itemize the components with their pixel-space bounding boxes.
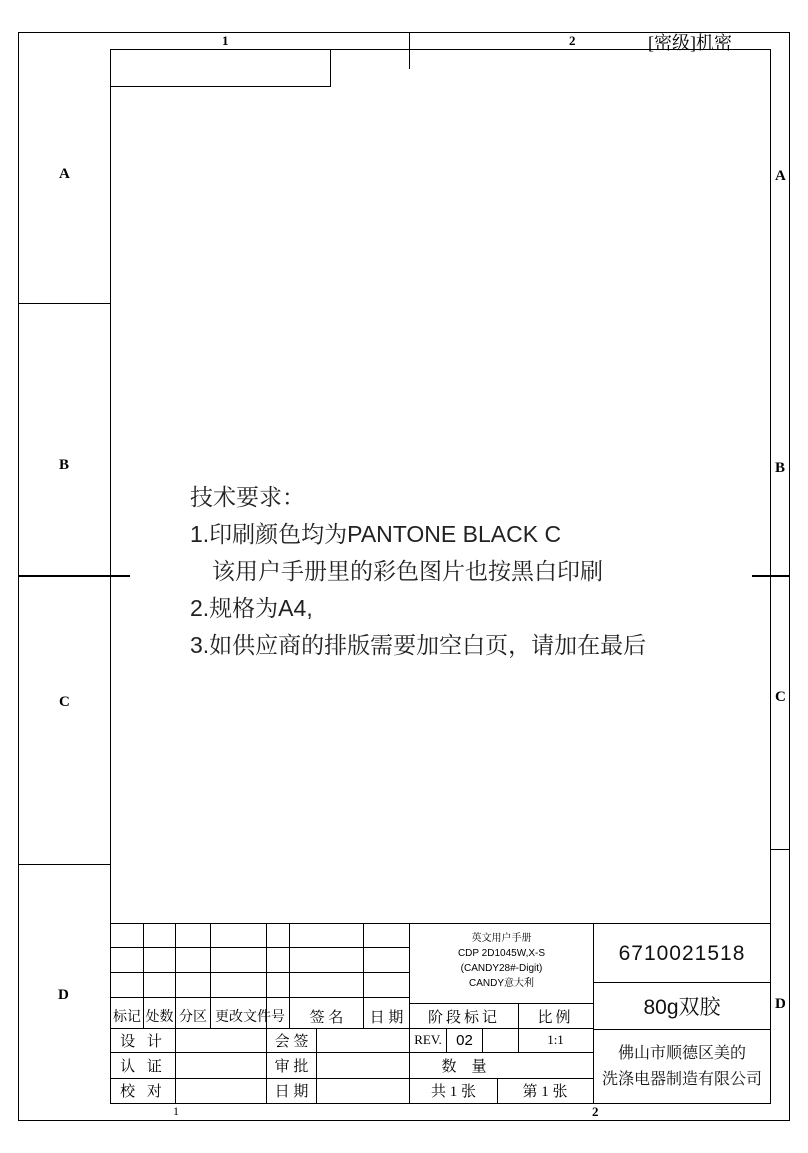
inner-frame-bottom <box>110 1103 771 1104</box>
field-countersign: 会 签 <box>274 1033 309 1050</box>
center-mark-right <box>752 575 790 577</box>
scale-value: 1:1 <box>547 1032 564 1047</box>
role-certify: 认 证 <box>120 1058 166 1075</box>
column-marker-bottom-2: 2 <box>592 1104 599 1119</box>
product-info-line-1: 英文用户手册 <box>471 933 532 944</box>
column-marker-top-1: 1 <box>222 33 229 48</box>
row-marker-right-b: B <box>775 460 786 476</box>
center-mark-left <box>18 575 130 577</box>
row-marker-right-c: C <box>775 689 786 705</box>
product-info-line-4: CANDY意大利 <box>468 978 534 989</box>
rev-value: 02 <box>456 1031 473 1049</box>
product-info-line-2: CDP 2D1045W,X-S <box>457 948 546 959</box>
company-name-line-2: 洗涤电器制造有限公司 <box>601 1069 762 1088</box>
security-label: [密级]机密 <box>648 33 732 53</box>
header-signature: 签 名 <box>309 1009 344 1026</box>
material-spec: 80g双胶 <box>643 996 721 1019</box>
left-zone-divider-ab <box>18 303 110 304</box>
row-marker-right-d: D <box>775 996 786 1012</box>
total-sheets: 共 1 张 <box>430 1084 476 1100</box>
role-design: 设 计 <box>120 1033 166 1050</box>
product-info <box>411 931 592 991</box>
left-zone-divider-cd <box>18 864 110 865</box>
row-marker-right-a: A <box>775 168 786 184</box>
company-name-line-1: 佛山市顺德区美的 <box>617 1043 746 1062</box>
drawing-number: 6710021518 <box>618 942 746 965</box>
field-approve: 审 批 <box>274 1058 309 1075</box>
row-marker-left-d: D <box>58 987 69 1003</box>
right-zone-divider <box>770 849 790 850</box>
company-name <box>593 1040 771 1092</box>
role-proofread: 校 对 <box>120 1084 166 1100</box>
stage-mark-label: 阶段标记 <box>427 1009 500 1026</box>
header-change-doc: 更改文件号 <box>215 1010 285 1025</box>
top-center-mark <box>409 32 410 69</box>
header-date: 日 期 <box>369 1009 404 1026</box>
header-count: 处数 <box>145 1010 174 1025</box>
corner-box-bottom <box>110 86 331 87</box>
row-marker-left-a: A <box>59 166 70 182</box>
row-marker-left-c: C <box>59 694 70 710</box>
scale-label: 比例 <box>537 1009 574 1026</box>
outer-frame-bottom <box>18 1120 790 1121</box>
requirement-line-1b: 该用户手册里的彩色图片也按黑白印刷 <box>212 558 603 584</box>
quantity-label: 数 量 <box>441 1058 487 1075</box>
product-info-line-3: (CANDY28#-Digit) <box>460 963 543 974</box>
sheet-number: 第 1 张 <box>522 1084 568 1100</box>
header-mark: 标记 <box>113 1010 141 1025</box>
rev-label: REV. <box>414 1032 442 1047</box>
column-marker-bottom-1: 1 <box>173 1104 179 1118</box>
requirements-heading: 技术要求： <box>190 484 305 510</box>
corner-box-right <box>330 49 331 87</box>
row-marker-left-b: B <box>59 457 70 473</box>
field-date: 日 期 <box>274 1084 309 1100</box>
technical-requirements <box>190 479 646 664</box>
column-marker-top-2: 2 <box>569 33 576 48</box>
requirement-line-2: 2.规格为A4, <box>190 595 313 621</box>
requirement-line-1: 1.印刷颜色均为PANTONE BLACK C <box>190 521 562 547</box>
requirement-line-3: 3.如供应商的排版需要加空白页，请加在最后 <box>190 632 647 658</box>
header-zone: 分区 <box>179 1010 207 1025</box>
